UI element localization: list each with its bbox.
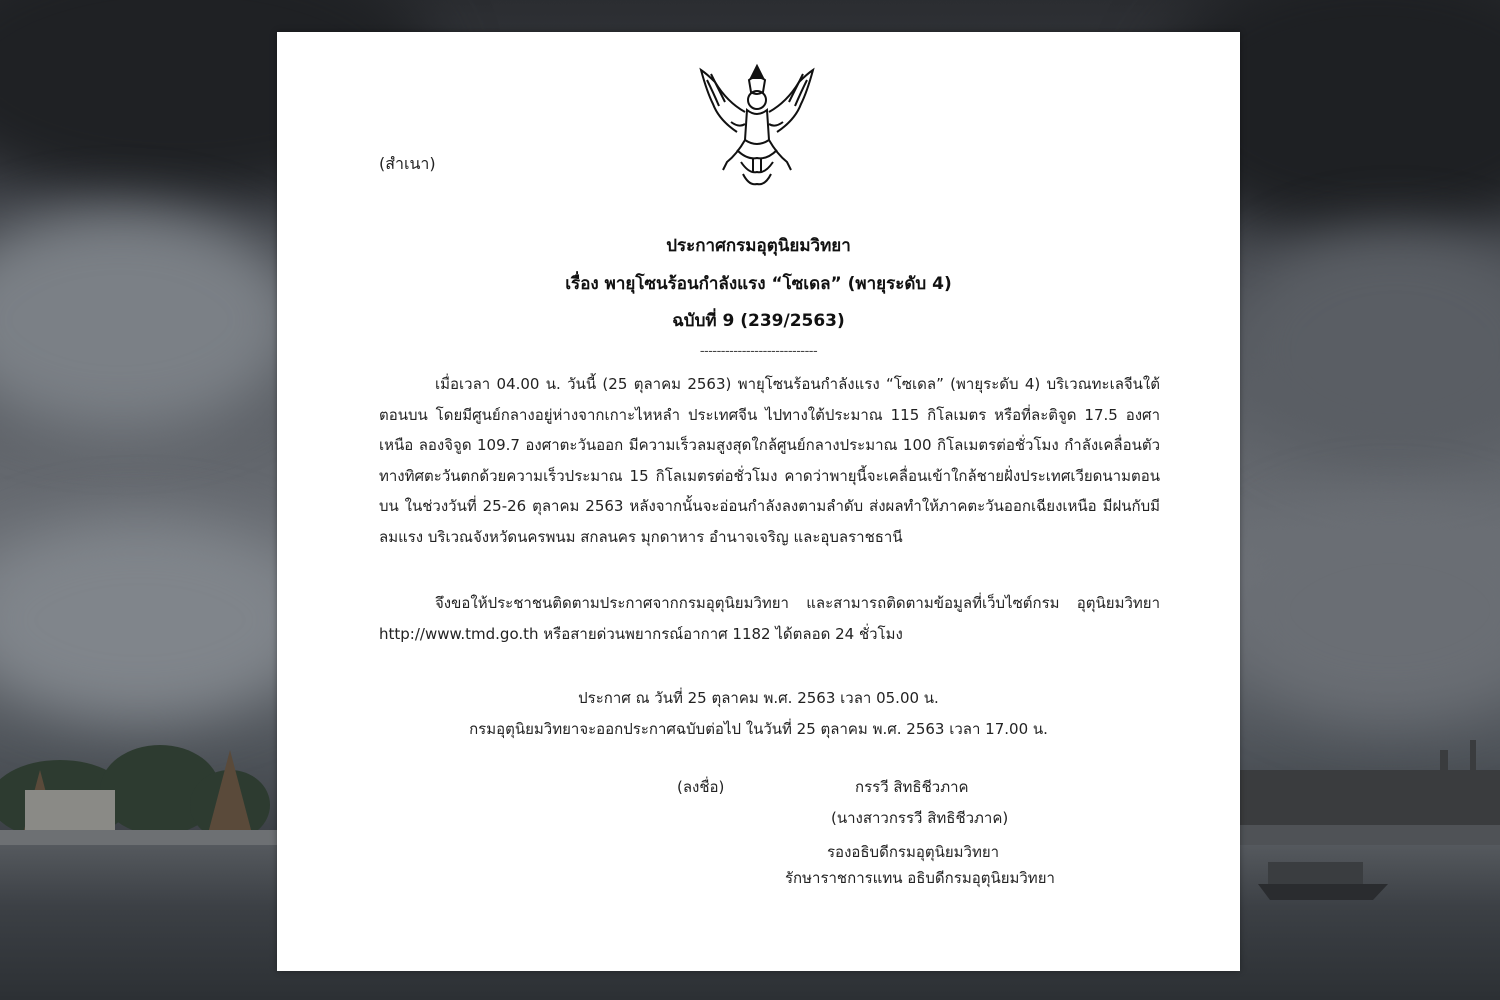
body-paragraph: เมื่อเวลา 04.00 น. วันนี้ (25 ตุลาคม 2563) พายุโซนร้อนกำลังแรง “โซเดล” (พายุระดับ 4) บริเวณทะเลจีนใต้ตอนบน โดยมีศูนย์กลางอยู่ห่างจากเกาะไหหลำ ประเทศจีน ไปทางใต้ประมาณ 115 กิโลเมตร หรือที่ละติจูด 17.5 องศาเหนือ ลองจิจูด 109.7 องศาตะวันออก มีความเร็วลมสูงสุดใกล้ศูนย์กลางประมาณ 100 กิโลเมตรต่อชั่วโมง กำลังเคลื่อนตัวทางทิศตะวันตกด้วยความเร็วประมาณ 15 กิโลเมตรต่อชั่วโมง คาดว่าพายุนี้จะเคลื่อนเข้าใกล้ชายฝั่งประเทศเวียดนามตอนบน ในช่วงวันที่ 25-26 ตุลาคม 2563 หลังจากนั้นจะอ่อนกำลังลงตามลำดับ ส่งผลทำให้ภาคตะวันออกเฉียงเหนือ มีฝนกับมีลมแรง บริเวณจังหวัดนครพนม สกลนคร มุกดาหาร อำนาจเจริญ และอุบลราชธานี [379,375,1160,546]
storm-cloud [1230,230,1500,470]
document-subject: เรื่อง พายุโซนร้อนกำลังแรง “โซเดล” (พายุระดับ 4) [565,274,952,294]
next-issue-line: กรมอุตุนิยมวิทยาจะออกประกาศฉบับต่อไป ในวันที่ 25 ตุลาคม พ.ศ. 2563 เวลา 17.00 น. [469,720,1048,738]
signer-position: รองอธิบดีกรมอุตุนิยมวิทยา [827,843,1000,861]
storm-cloud [0,520,320,720]
boat [1258,852,1388,902]
separator-line: ---------------------------- [699,344,818,359]
signer-acting-position: รักษาราชการแทน อธิบดีกรมอุตุนิยมวิทยา [785,869,1055,887]
storm-cloud [0,210,300,430]
signer-name: กรรวี สิทธิชีวภาค [855,778,969,796]
announcement-date-line: ประกาศ ณ วันที่ 25 ตุลาคม พ.ศ. 2563 เวลา 05.00 น. [578,689,939,707]
document-title: ประกาศกรมอุตุนิยมวิทยา [666,236,851,256]
garuda-emblem-icon [697,62,817,190]
signed-label: (ลงชื่อ) [677,778,725,796]
signer-full-name: (นางสาวกรรวี สิทธิชีวภาค) [831,809,1009,827]
storm-cloud [1220,500,1500,720]
body-paragraph: จึงขอให้ประชาชนติดตามประกาศจากกรมอุตุนิยมวิทยา และสามารถติดตามข้อมูลที่เว็บไซต์กรม อุตุนิยมวิทยา http://www.tmd.go.th หรือสายด่วนพยากรณ์อากาศ 1182 ได้ตลอด 24 ชั่วโมง [379,594,1160,643]
issue-number: ฉบับที่ 9 (239/2563) [672,311,845,331]
copy-mark: (สำเนา) [379,154,436,173]
announcement-document [277,32,1240,971]
